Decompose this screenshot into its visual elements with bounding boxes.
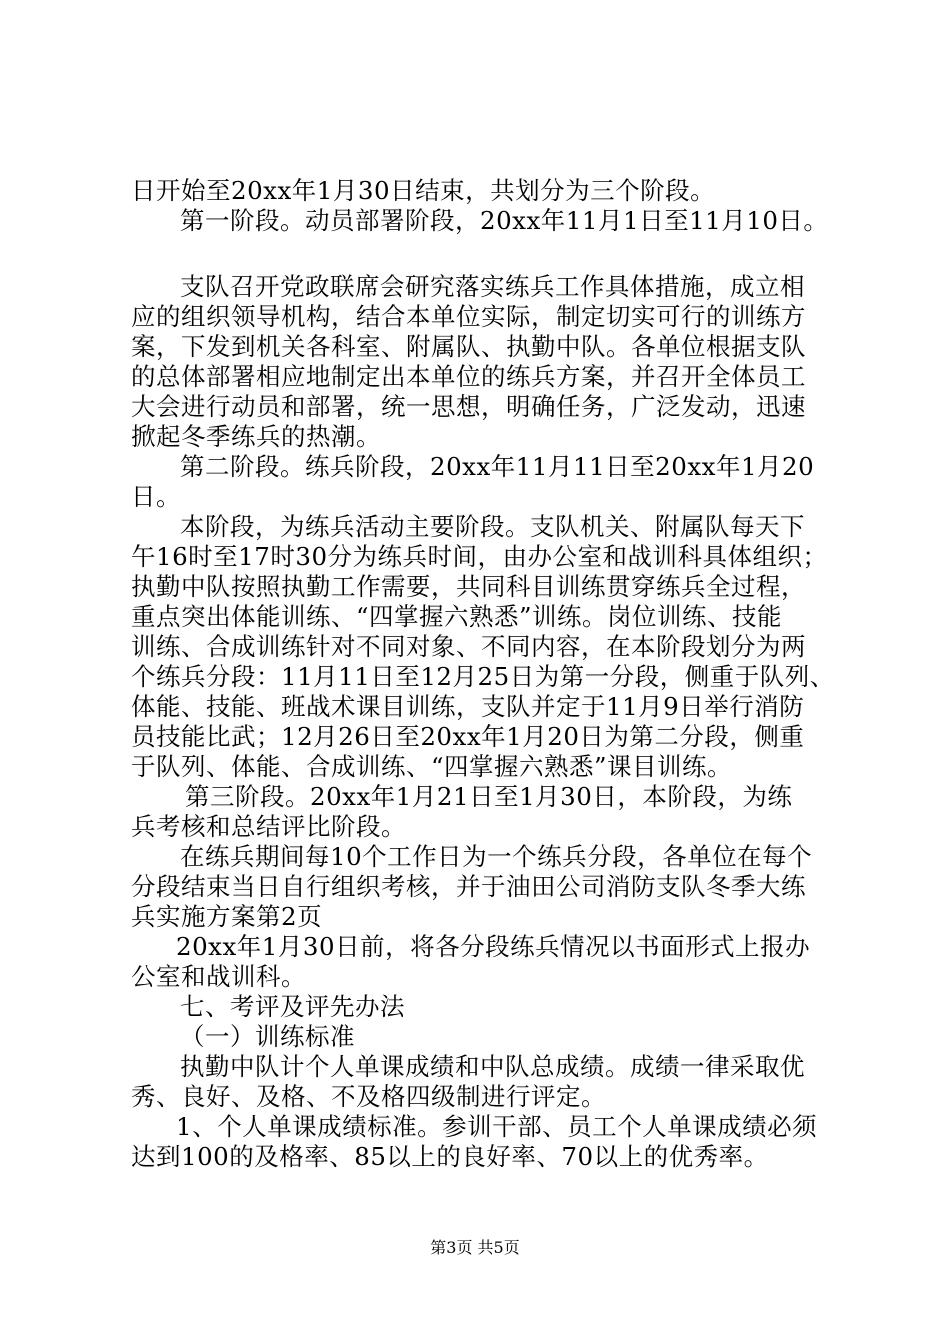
text-line-20: 第三阶段。20xx年1月21日至1月30日，本阶段，为练 — [185, 782, 793, 811]
section-heading-7: 七、考评及评先办法 — [180, 992, 405, 1021]
text-line-12: 午16时至17时30分为练兵时间，由办公室和战训科具体组织； — [131, 542, 828, 571]
text-line-8: 掀起冬季练兵的热潮。 — [131, 422, 381, 451]
text-line-9: 第二阶段。练兵阶段，20xx年11月11日至20xx年1月20 — [180, 452, 815, 481]
text-line-32: 达到100的及格率、85以上的良好率、70以上的优秀率。 — [131, 1142, 769, 1171]
text-line-22: 在练兵期间每10个工作日为一个练兵分段，各单位在每个 — [180, 842, 813, 871]
text-line-6: 的总体部署相应地制定出本单位的练兵方案，并召开全体员工 — [131, 362, 806, 391]
text-line-30: 秀、良好、及格、不及格四级制进行评定。 — [131, 1082, 606, 1111]
text-line-10: 日。 — [131, 482, 181, 511]
text-line-23: 分段结束当日自行组织考核，并于油田公司消防支队冬季大练 — [131, 872, 806, 901]
text-line-13: 执勤中队按照执勤工作需要，共同科目训练贯穿练兵全过程， — [131, 572, 806, 601]
text-line-11: 本阶段，为练兵活动主要阶段。支队机关、附属队每天下 — [180, 512, 805, 541]
text-line-15: 训练、合成训练针对不同对象、不同内容，在本阶段划分为两 — [131, 632, 806, 661]
text-line-5: 案，下发到机关各科室、附属队、执勤中队。各单位根据支队 — [131, 332, 806, 361]
text-line-14: 重点突出体能训练、“四掌握六熟悉”训练。岗位训练、技能 — [131, 602, 783, 631]
text-line-31: 1、个人单课成绩标准。参训干部、员工个人单课成绩必须 — [176, 1112, 818, 1141]
text-line-18: 员技能比武；12月26日至20xx年1月20日为第二分段，侧重 — [131, 722, 805, 751]
subsection-heading-1: （一）训练标准 — [180, 1022, 355, 1051]
text-line-2: 第一阶段。动员部署阶段，20xx年11月1日至11月10日。 — [180, 206, 829, 235]
text-line-16: 个练兵分段：11月11日至12月25日为第一分段，侧重于队列、 — [131, 662, 835, 691]
text-line-1: 日开始至20xx年1月30日结束，共划分为三个阶段。 — [131, 176, 716, 205]
text-line-3: 支队召开党政联席会研究落实练兵工作具体措施，成立相 — [180, 272, 805, 301]
text-line-7: 大会进行动员和部署，统一思想，明确任务，广泛发动，迅速 — [131, 392, 806, 421]
text-line-24: 兵实施方案第2页 — [131, 902, 323, 931]
page-footer: 第3页 共5页 — [430, 1238, 520, 1257]
text-line-19: 于队列、体能、合成训练、“四掌握六熟悉”课目训练。 — [131, 752, 733, 781]
text-line-29: 执勤中队计个人单课成绩和中队总成绩。成绩一律采取优 — [180, 1052, 805, 1081]
text-line-21: 兵考核和总结评比阶段。 — [131, 812, 406, 841]
text-line-26: 公室和战训科。 — [131, 962, 306, 991]
text-line-17: 体能、技能、班战术课目训练，支队并定于11月9日举行消防 — [131, 692, 805, 721]
text-line-25: 20xx年1月30日前，将各分段练兵情况以书面形式上报办 — [176, 932, 811, 961]
text-line-4: 应的组织领导机构，结合本单位实际，制定切实可行的训练方 — [131, 302, 806, 331]
